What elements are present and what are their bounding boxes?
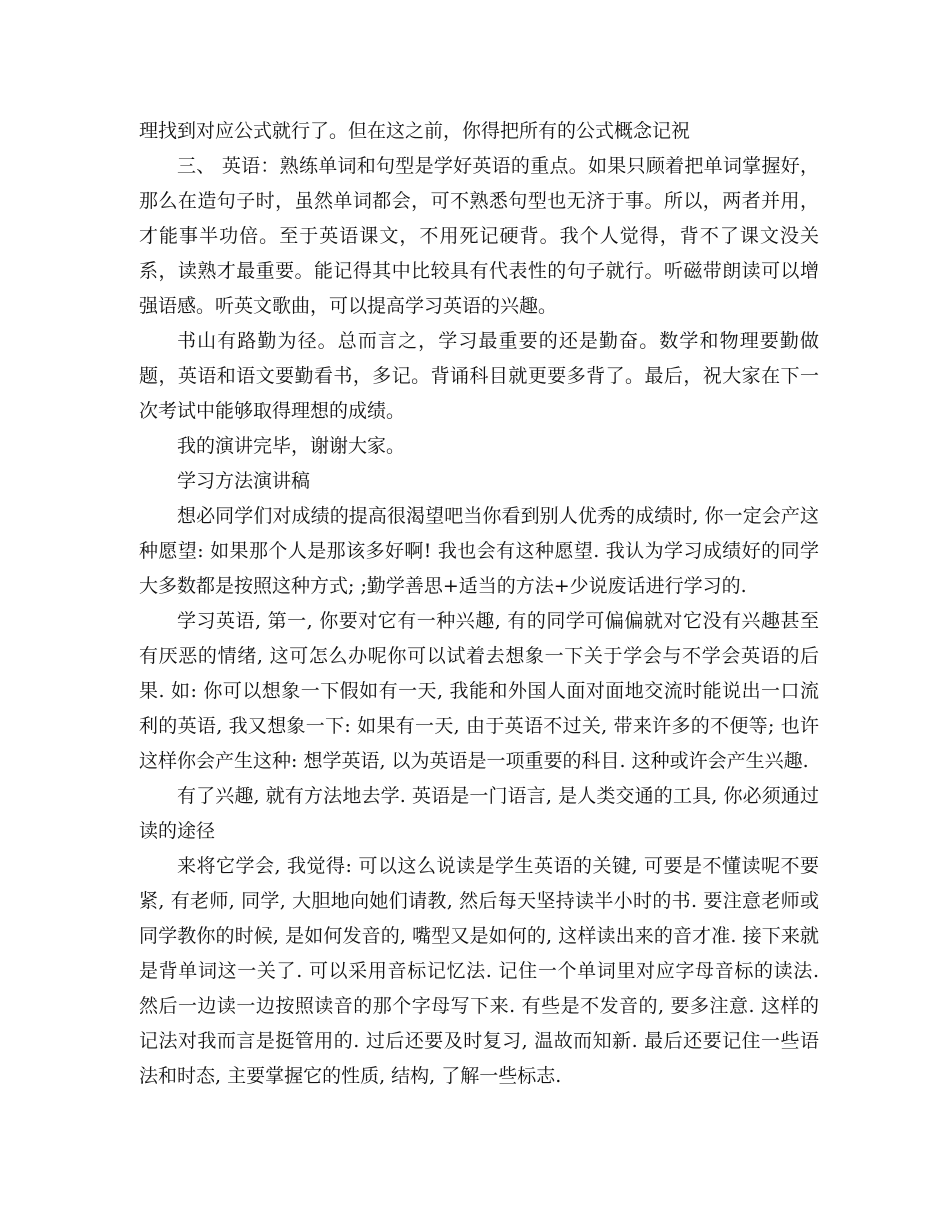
paragraph-formula-continuation: 理找到对应公式就行了。但在这之前，你得把所有的公式概念记祝	[139, 120, 691, 142]
paragraph-intro: 想必同学们对成绩的提高很渴望吧当你看到别人优秀的成绩时, 你一定会产这种愿望: 如果那个人是那该多好啊! 我也会有这种愿望. 我认为学习成绩好的同学大多数都是按照这种方式; ;勤学善思+适当的方法+少说废话进行学习的.	[139, 505, 819, 597]
paragraph-english-interest: 学习英语, 第一, 你要对它有一种兴趣, 有的同学可偏偏就对它没有兴趣甚至有厌恶的情绪, 这可怎么办呢你可以试着去想象一下关于学会与不学会英语的后果. 如: 你可以想象一下假如有一天, 我能和外国人面对面地交流时能说出一口流利的英语, 我又想象一下: 如果有一天, 由于英语不过关, 带来许多的不便等; 也许这样你会产生这种: 想学英语, 以为英语是一项重要的科目. 这种或许会产生兴趣.	[139, 610, 819, 772]
paragraph-reading-method: 有了兴趣, 就有方法地去学. 英语是一门语言, 是人类交通的工具, 你必须通过读的途径	[139, 785, 819, 842]
paragraph-vocabulary-method: 来将它学会, 我觉得: 可以这么说读是学生英语的关键, 可要是不懂读呢不要紧, 有老师, 同学, 大胆地向她们请教, 然后每天坚持读半小时的书. 要注意老师或同学教你的时候, 是如何发音的, 嘴型又是如何的, 这样读出来的音才准. 接下来就是背单词这一关了. 可以采用音标记忆法. 记住一个单词里对应字母音标的读法. 然后一边读一边按照读音的那个字母写下来. 有些是不发音的, 要多注意. 这样的记法对我而言是挺管用的. 过后还要及时复习, 温故而知新. 最后还要记住一些语法和时态, 主要掌握它的性质, 结构, 了解一些标志.	[139, 855, 819, 1087]
document-body	[139, 114, 819, 1094]
paragraph-conclusion: 书山有路勤为径。总而言之，学习最重要的还是勤奋。数学和物理要勤做题，英语和语文要勤看书，多记。背诵科目就更要多背了。最后，祝大家在下一次考试中能够取得理想的成绩。	[139, 330, 819, 422]
paragraph-english-tips: 三、 英语：熟练单词和句型是学好英语的重点。如果只顾着把单词掌握好，那么在造句子时，虽然单词都会，可不熟悉句型也无济于事。所以，两者并用，才能事半功倍。至于英语课文，不用死记硬背。我个人觉得，背不了课文没关系，读熟才最重要。能记得其中比较具有代表性的句子就行。听磁带朗读可以增强语感。听英文歌曲，可以提高学习英语的兴趣。	[139, 155, 819, 317]
section-title: 学习方法演讲稿	[177, 470, 311, 492]
paragraph-closing: 我的演讲完毕，谢谢大家。	[177, 435, 406, 457]
